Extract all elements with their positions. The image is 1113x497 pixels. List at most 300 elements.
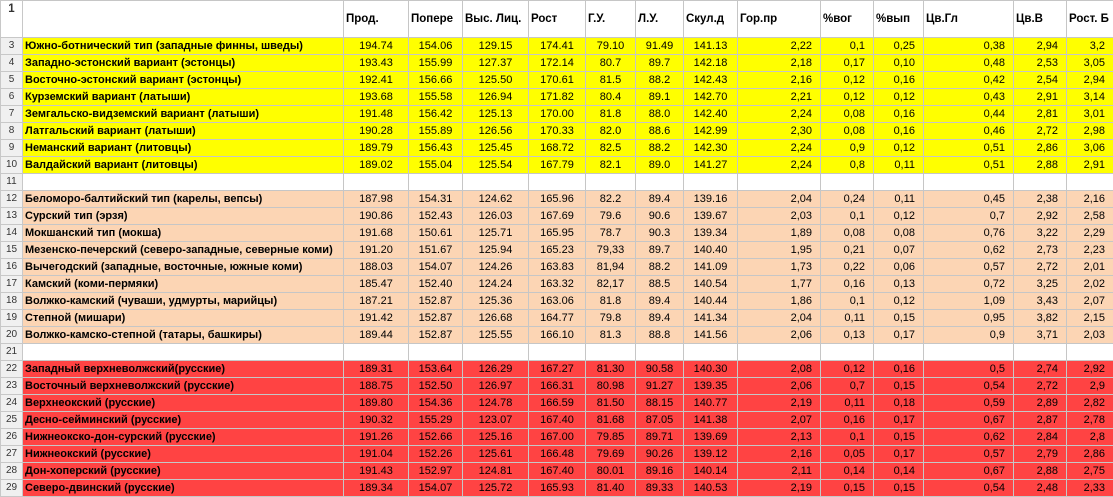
value-cell[interactable]: 81.8 xyxy=(586,106,636,123)
value-cell[interactable]: 1,73 xyxy=(738,259,821,276)
value-cell[interactable]: 3,14 xyxy=(1067,89,1113,106)
value-cell[interactable]: 154.07 xyxy=(409,259,463,276)
value-cell[interactable]: 166.48 xyxy=(529,446,586,463)
value-cell[interactable]: 170.33 xyxy=(529,123,586,140)
value-cell[interactable] xyxy=(924,174,1014,191)
value-cell[interactable]: 163.06 xyxy=(529,293,586,310)
value-cell[interactable]: 3,06 xyxy=(1067,140,1113,157)
value-cell[interactable]: 188.03 xyxy=(344,259,409,276)
value-cell[interactable]: 2,02 xyxy=(1067,276,1113,293)
group-name-cell[interactable]: Западно-эстонский вариант (эстонцы) xyxy=(23,55,344,72)
value-cell[interactable]: 124.24 xyxy=(463,276,529,293)
value-cell[interactable]: 2,86 xyxy=(1067,446,1113,463)
value-cell[interactable]: 2,07 xyxy=(1067,293,1113,310)
row-number[interactable]: 13 xyxy=(1,208,23,225)
value-cell[interactable]: 152.66 xyxy=(409,429,463,446)
value-cell[interactable]: 166.59 xyxy=(529,395,586,412)
value-cell[interactable]: 2,8 xyxy=(1067,429,1113,446)
value-cell[interactable]: 80.98 xyxy=(586,378,636,395)
value-cell[interactable]: 141.13 xyxy=(684,38,738,55)
value-cell[interactable]: 0,57 xyxy=(924,446,1014,463)
value-cell[interactable] xyxy=(684,174,738,191)
value-cell[interactable] xyxy=(529,344,586,361)
value-cell[interactable]: 125.72 xyxy=(463,480,529,497)
value-cell[interactable]: 89.4 xyxy=(636,310,684,327)
value-cell[interactable]: 0,08 xyxy=(821,106,874,123)
group-name-cell[interactable]: Курземский вариант (латыши) xyxy=(23,89,344,106)
row-number[interactable]: 23 xyxy=(1,378,23,395)
value-cell[interactable]: 1,86 xyxy=(738,293,821,310)
value-cell[interactable]: 2,19 xyxy=(738,480,821,497)
group-name-cell[interactable]: Восточно-эстонский вариант (эстонцы) xyxy=(23,72,344,89)
value-cell[interactable]: 89.0 xyxy=(636,157,684,174)
row-number[interactable]: 22 xyxy=(1,361,23,378)
value-cell[interactable]: 155.89 xyxy=(409,123,463,140)
value-cell[interactable]: 0,13 xyxy=(874,276,924,293)
value-cell[interactable]: 0,07 xyxy=(874,242,924,259)
value-cell[interactable]: 191.68 xyxy=(344,225,409,242)
group-name-cell[interactable]: Десно-сейминский (русские) xyxy=(23,412,344,429)
value-cell[interactable]: 87.05 xyxy=(636,412,684,429)
group-name-cell[interactable]: Южно-ботнический тип (западные финны, шведы) xyxy=(23,38,344,55)
value-cell[interactable]: 2,98 xyxy=(1067,123,1113,140)
value-cell[interactable]: 141.38 xyxy=(684,412,738,429)
value-cell[interactable]: 141.34 xyxy=(684,310,738,327)
value-cell[interactable]: 1,89 xyxy=(738,225,821,242)
header-cell[interactable]: Скул.д xyxy=(684,1,738,38)
value-cell[interactable]: 88.8 xyxy=(636,327,684,344)
header-cell[interactable]: Цв.Гл xyxy=(924,1,1014,38)
value-cell[interactable]: 0,22 xyxy=(821,259,874,276)
value-cell[interactable]: 3,71 xyxy=(1014,327,1067,344)
header-cell[interactable]: Прод. xyxy=(344,1,409,38)
value-cell[interactable]: 3,01 xyxy=(1067,106,1113,123)
value-cell[interactable]: 80.7 xyxy=(586,55,636,72)
value-cell[interactable]: 139.35 xyxy=(684,378,738,395)
value-cell[interactable]: 165.95 xyxy=(529,225,586,242)
value-cell[interactable]: 2,33 xyxy=(1067,480,1113,497)
value-cell[interactable]: 0,08 xyxy=(821,225,874,242)
value-cell[interactable]: 2,89 xyxy=(1014,395,1067,412)
value-cell[interactable]: 0,62 xyxy=(924,429,1014,446)
group-name-cell[interactable]: Земгальско-видземский вариант (латыши) xyxy=(23,106,344,123)
value-cell[interactable]: 0,21 xyxy=(821,242,874,259)
value-cell[interactable]: 80.4 xyxy=(586,89,636,106)
value-cell[interactable]: 190.86 xyxy=(344,208,409,225)
value-cell[interactable]: 0,12 xyxy=(821,361,874,378)
value-cell[interactable]: 2,58 xyxy=(1067,208,1113,225)
value-cell[interactable]: 155.58 xyxy=(409,89,463,106)
value-cell[interactable]: 152.87 xyxy=(409,327,463,344)
value-cell[interactable]: 126.03 xyxy=(463,208,529,225)
value-cell[interactable]: 125.50 xyxy=(463,72,529,89)
value-cell[interactable]: 1,77 xyxy=(738,276,821,293)
group-name-cell[interactable]: Беломоро-балтийский тип (карелы, вепсы) xyxy=(23,191,344,208)
value-cell[interactable]: 0,7 xyxy=(821,378,874,395)
value-cell[interactable]: 2,16 xyxy=(738,446,821,463)
value-cell[interactable] xyxy=(738,174,821,191)
value-cell[interactable]: 2,48 xyxy=(1014,480,1067,497)
value-cell[interactable]: 154.07 xyxy=(409,480,463,497)
value-cell[interactable]: 0,12 xyxy=(874,140,924,157)
value-cell[interactable]: 2,04 xyxy=(738,310,821,327)
value-cell[interactable]: 0,16 xyxy=(874,123,924,140)
value-cell[interactable]: 2,88 xyxy=(1014,157,1067,174)
value-cell[interactable]: 89.4 xyxy=(636,293,684,310)
value-cell[interactable] xyxy=(344,174,409,191)
header-cell[interactable]: Цв.В xyxy=(1014,1,1067,38)
header-cell[interactable]: Попере xyxy=(409,1,463,38)
value-cell[interactable]: 0,16 xyxy=(821,276,874,293)
value-cell[interactable]: 2,78 xyxy=(1067,412,1113,429)
value-cell[interactable]: 2,22 xyxy=(738,38,821,55)
value-cell[interactable]: 125.94 xyxy=(463,242,529,259)
value-cell[interactable]: 89.7 xyxy=(636,242,684,259)
value-cell[interactable]: 170.00 xyxy=(529,106,586,123)
value-cell[interactable]: 2,11 xyxy=(738,463,821,480)
value-cell[interactable]: 0,14 xyxy=(874,463,924,480)
value-cell[interactable]: 170.61 xyxy=(529,72,586,89)
value-cell[interactable]: 0,9 xyxy=(924,327,1014,344)
value-cell[interactable]: 89.4 xyxy=(636,191,684,208)
row-number[interactable]: 6 xyxy=(1,89,23,106)
value-cell[interactable]: 126.29 xyxy=(463,361,529,378)
value-cell[interactable]: 140.40 xyxy=(684,242,738,259)
value-cell[interactable]: 79,33 xyxy=(586,242,636,259)
value-cell[interactable]: 81.30 xyxy=(586,361,636,378)
value-cell[interactable]: 0,59 xyxy=(924,395,1014,412)
row-number[interactable]: 27 xyxy=(1,446,23,463)
value-cell[interactable]: 1,95 xyxy=(738,242,821,259)
value-cell[interactable]: 191.48 xyxy=(344,106,409,123)
value-cell[interactable]: 2,92 xyxy=(1067,361,1113,378)
group-name-cell[interactable]: Восточный верхневолжский (русские) xyxy=(23,378,344,395)
value-cell[interactable]: 165.93 xyxy=(529,480,586,497)
value-cell[interactable]: 152.87 xyxy=(409,293,463,310)
value-cell[interactable]: 139.34 xyxy=(684,225,738,242)
value-cell[interactable]: 0,67 xyxy=(924,412,1014,429)
value-cell[interactable]: 125.16 xyxy=(463,429,529,446)
value-cell[interactable]: 0,25 xyxy=(874,38,924,55)
value-cell[interactable]: 0,42 xyxy=(924,72,1014,89)
value-cell[interactable]: 2,30 xyxy=(738,123,821,140)
value-cell[interactable]: 3,05 xyxy=(1067,55,1113,72)
value-cell[interactable]: 79.10 xyxy=(586,38,636,55)
value-cell[interactable]: 0,1 xyxy=(821,429,874,446)
value-cell[interactable]: 2,72 xyxy=(1014,378,1067,395)
value-cell[interactable]: 0,11 xyxy=(821,395,874,412)
row-number[interactable]: 10 xyxy=(1,157,23,174)
value-cell[interactable]: 0,12 xyxy=(874,208,924,225)
group-name-cell[interactable]: Мокшанский тип (мокша) xyxy=(23,225,344,242)
group-name-cell[interactable]: Валдайский вариант (литовцы) xyxy=(23,157,344,174)
value-cell[interactable]: 152.40 xyxy=(409,276,463,293)
row-number[interactable]: 18 xyxy=(1,293,23,310)
value-cell[interactable]: 142.43 xyxy=(684,72,738,89)
row-number[interactable]: 21 xyxy=(1,344,23,361)
value-cell[interactable]: 152.87 xyxy=(409,310,463,327)
value-cell[interactable]: 88.2 xyxy=(636,72,684,89)
value-cell[interactable]: 2,82 xyxy=(1067,395,1113,412)
value-cell[interactable]: 2,06 xyxy=(738,378,821,395)
value-cell[interactable]: 2,19 xyxy=(738,395,821,412)
value-cell[interactable]: 80.01 xyxy=(586,463,636,480)
value-cell[interactable]: 89.16 xyxy=(636,463,684,480)
value-cell[interactable]: 142.70 xyxy=(684,89,738,106)
group-name-cell[interactable]: Вычегодский (западные, восточные, южные коми) xyxy=(23,259,344,276)
value-cell[interactable]: 0,1 xyxy=(821,208,874,225)
value-cell[interactable]: 2,23 xyxy=(1067,242,1113,259)
value-cell[interactable]: 81.68 xyxy=(586,412,636,429)
value-cell[interactable] xyxy=(684,344,738,361)
value-cell[interactable]: 0,06 xyxy=(874,259,924,276)
value-cell[interactable]: 0,38 xyxy=(924,38,1014,55)
group-name-cell[interactable]: Мезенско-печерский (северо-западные, северные коми) xyxy=(23,242,344,259)
value-cell[interactable]: 0,57 xyxy=(924,259,1014,276)
value-cell[interactable]: 152.97 xyxy=(409,463,463,480)
value-cell[interactable]: 139.16 xyxy=(684,191,738,208)
value-cell[interactable]: 167.40 xyxy=(529,412,586,429)
value-cell[interactable]: 154.06 xyxy=(409,38,463,55)
value-cell[interactable]: 166.31 xyxy=(529,378,586,395)
value-cell[interactable]: 2,84 xyxy=(1014,429,1067,446)
value-cell[interactable]: 156.43 xyxy=(409,140,463,157)
value-cell[interactable]: 165.23 xyxy=(529,242,586,259)
value-cell[interactable]: 124.78 xyxy=(463,395,529,412)
value-cell[interactable]: 0,1 xyxy=(821,38,874,55)
value-cell[interactable]: 0,12 xyxy=(874,293,924,310)
row-number[interactable]: 11 xyxy=(1,174,23,191)
group-name-cell[interactable]: Камский (коми-пермяки) xyxy=(23,276,344,293)
value-cell[interactable]: 190.28 xyxy=(344,123,409,140)
value-cell[interactable] xyxy=(1067,344,1113,361)
value-cell[interactable]: 140.77 xyxy=(684,395,738,412)
value-cell[interactable]: 0,54 xyxy=(924,480,1014,497)
row-number[interactable]: 14 xyxy=(1,225,23,242)
value-cell[interactable]: 125.45 xyxy=(463,140,529,157)
value-cell[interactable]: 82,17 xyxy=(586,276,636,293)
row-number[interactable]: 1 xyxy=(1,1,23,38)
value-cell[interactable]: 0,62 xyxy=(924,242,1014,259)
value-cell[interactable]: 3,82 xyxy=(1014,310,1067,327)
value-cell[interactable] xyxy=(463,344,529,361)
value-cell[interactable]: 0,48 xyxy=(924,55,1014,72)
header-cell[interactable]: Л.У. xyxy=(636,1,684,38)
value-cell[interactable]: 124.26 xyxy=(463,259,529,276)
value-cell[interactable]: 139.12 xyxy=(684,446,738,463)
value-cell[interactable]: 81,94 xyxy=(586,259,636,276)
value-cell[interactable]: 2,94 xyxy=(1067,72,1113,89)
value-cell[interactable]: 0,1 xyxy=(821,293,874,310)
value-cell[interactable] xyxy=(409,174,463,191)
value-cell[interactable]: 152.50 xyxy=(409,378,463,395)
value-cell[interactable]: 0,46 xyxy=(924,123,1014,140)
value-cell[interactable]: 0,72 xyxy=(924,276,1014,293)
header-cell[interactable]: Рост xyxy=(529,1,586,38)
value-cell[interactable]: 91.27 xyxy=(636,378,684,395)
value-cell[interactable]: 126.68 xyxy=(463,310,529,327)
row-number[interactable]: 24 xyxy=(1,395,23,412)
value-cell[interactable]: 0,15 xyxy=(874,378,924,395)
value-cell[interactable]: 125.13 xyxy=(463,106,529,123)
value-cell[interactable]: 191.42 xyxy=(344,310,409,327)
value-cell[interactable]: 0,12 xyxy=(821,72,874,89)
row-number[interactable]: 26 xyxy=(1,429,23,446)
value-cell[interactable] xyxy=(586,344,636,361)
value-cell[interactable]: 0,15 xyxy=(874,429,924,446)
value-cell[interactable]: 88.0 xyxy=(636,106,684,123)
group-name-cell[interactable]: Верхнеокский (русские) xyxy=(23,395,344,412)
row-number[interactable]: 9 xyxy=(1,140,23,157)
value-cell[interactable] xyxy=(529,174,586,191)
value-cell[interactable]: 0,17 xyxy=(874,412,924,429)
value-cell[interactable]: 156.66 xyxy=(409,72,463,89)
value-cell[interactable]: 0,7 xyxy=(924,208,1014,225)
header-cell[interactable] xyxy=(23,1,344,38)
value-cell[interactable]: 150.61 xyxy=(409,225,463,242)
value-cell[interactable]: 0,16 xyxy=(874,72,924,89)
group-name-cell[interactable]: Латгальский вариант (латыши) xyxy=(23,123,344,140)
header-cell[interactable]: Гор.пр xyxy=(738,1,821,38)
value-cell[interactable]: 90.26 xyxy=(636,446,684,463)
value-cell[interactable]: 155.04 xyxy=(409,157,463,174)
value-cell[interactable]: 91.49 xyxy=(636,38,684,55)
value-cell[interactable]: 140.54 xyxy=(684,276,738,293)
value-cell[interactable]: 163.32 xyxy=(529,276,586,293)
value-cell[interactable]: 2,16 xyxy=(738,72,821,89)
value-cell[interactable] xyxy=(821,174,874,191)
value-cell[interactable] xyxy=(738,344,821,361)
value-cell[interactable] xyxy=(463,174,529,191)
value-cell[interactable]: 142.40 xyxy=(684,106,738,123)
value-cell[interactable] xyxy=(409,344,463,361)
value-cell[interactable]: 187.98 xyxy=(344,191,409,208)
value-cell[interactable]: 0,14 xyxy=(821,463,874,480)
value-cell[interactable]: 125.71 xyxy=(463,225,529,242)
value-cell[interactable]: 141.27 xyxy=(684,157,738,174)
value-cell[interactable]: 82.1 xyxy=(586,157,636,174)
row-number[interactable]: 3 xyxy=(1,38,23,55)
value-cell[interactable]: 142.30 xyxy=(684,140,738,157)
value-cell[interactable]: 189.80 xyxy=(344,395,409,412)
value-cell[interactable]: 0,05 xyxy=(821,446,874,463)
value-cell[interactable]: 125.54 xyxy=(463,157,529,174)
row-number[interactable]: 25 xyxy=(1,412,23,429)
value-cell[interactable]: 0,17 xyxy=(874,446,924,463)
value-cell[interactable]: 2,18 xyxy=(738,55,821,72)
value-cell[interactable]: 0,08 xyxy=(821,123,874,140)
value-cell[interactable] xyxy=(1014,344,1067,361)
value-cell[interactable]: 2,04 xyxy=(738,191,821,208)
value-cell[interactable]: 0,11 xyxy=(874,191,924,208)
value-cell[interactable]: 90.3 xyxy=(636,225,684,242)
header-cell[interactable]: %вып xyxy=(874,1,924,38)
value-cell[interactable]: 2,06 xyxy=(738,327,821,344)
value-cell[interactable]: 163.83 xyxy=(529,259,586,276)
group-name-cell[interactable]: Дон-хоперский (русские) xyxy=(23,463,344,480)
value-cell[interactable]: 88.5 xyxy=(636,276,684,293)
value-cell[interactable] xyxy=(586,174,636,191)
value-cell[interactable]: 139.67 xyxy=(684,208,738,225)
row-number[interactable]: 12 xyxy=(1,191,23,208)
value-cell[interactable]: 2,9 xyxy=(1067,378,1113,395)
value-cell[interactable]: 167.69 xyxy=(529,208,586,225)
value-cell[interactable]: 0,11 xyxy=(874,157,924,174)
value-cell[interactable]: 140.44 xyxy=(684,293,738,310)
value-cell[interactable]: 126.94 xyxy=(463,89,529,106)
value-cell[interactable]: 191.43 xyxy=(344,463,409,480)
value-cell[interactable]: 90.58 xyxy=(636,361,684,378)
header-cell[interactable]: Выс. Лиц. xyxy=(463,1,529,38)
value-cell[interactable]: 81.8 xyxy=(586,293,636,310)
value-cell[interactable]: 2,21 xyxy=(738,89,821,106)
group-name-cell[interactable]: Западный верхневолжский(русские) xyxy=(23,361,344,378)
row-number[interactable]: 4 xyxy=(1,55,23,72)
value-cell[interactable]: 2,08 xyxy=(738,361,821,378)
value-cell[interactable]: 89.71 xyxy=(636,429,684,446)
value-cell[interactable]: 89.33 xyxy=(636,480,684,497)
value-cell[interactable]: 2,79 xyxy=(1014,446,1067,463)
value-cell[interactable]: 141.09 xyxy=(684,259,738,276)
value-cell[interactable]: 187.21 xyxy=(344,293,409,310)
value-cell[interactable] xyxy=(874,174,924,191)
value-cell[interactable]: 167.40 xyxy=(529,463,586,480)
value-cell[interactable]: 124.81 xyxy=(463,463,529,480)
value-cell[interactable]: 0,17 xyxy=(821,55,874,72)
value-cell[interactable]: 2,87 xyxy=(1014,412,1067,429)
value-cell[interactable]: 0,17 xyxy=(874,327,924,344)
value-cell[interactable]: 193.43 xyxy=(344,55,409,72)
value-cell[interactable]: 155.29 xyxy=(409,412,463,429)
value-cell[interactable]: 82.0 xyxy=(586,123,636,140)
group-name-cell[interactable]: Нижнеокско-дон-сурский (русские) xyxy=(23,429,344,446)
value-cell[interactable]: 0,51 xyxy=(924,140,1014,157)
value-cell[interactable] xyxy=(344,344,409,361)
value-cell[interactable]: 88.2 xyxy=(636,140,684,157)
value-cell[interactable]: 139.69 xyxy=(684,429,738,446)
row-number[interactable]: 17 xyxy=(1,276,23,293)
value-cell[interactable]: 0,10 xyxy=(874,55,924,72)
value-cell[interactable]: 154.31 xyxy=(409,191,463,208)
value-cell[interactable]: 1,09 xyxy=(924,293,1014,310)
row-number[interactable]: 29 xyxy=(1,480,23,497)
value-cell[interactable]: 127.37 xyxy=(463,55,529,72)
value-cell[interactable] xyxy=(1014,174,1067,191)
value-cell[interactable]: 0,08 xyxy=(874,225,924,242)
value-cell[interactable]: 2,91 xyxy=(1067,157,1113,174)
value-cell[interactable]: 142.18 xyxy=(684,55,738,72)
value-cell[interactable]: 152.26 xyxy=(409,446,463,463)
value-cell[interactable]: 2,91 xyxy=(1014,89,1067,106)
value-cell[interactable]: 2,72 xyxy=(1014,123,1067,140)
value-cell[interactable]: 0,45 xyxy=(924,191,1014,208)
value-cell[interactable]: 194.74 xyxy=(344,38,409,55)
value-cell[interactable] xyxy=(1067,174,1113,191)
value-cell[interactable]: 129.15 xyxy=(463,38,529,55)
value-cell[interactable]: 165.96 xyxy=(529,191,586,208)
value-cell[interactable] xyxy=(924,344,1014,361)
value-cell[interactable]: 2,03 xyxy=(738,208,821,225)
value-cell[interactable]: 0,76 xyxy=(924,225,1014,242)
value-cell[interactable]: 2,74 xyxy=(1014,361,1067,378)
value-cell[interactable]: 2,53 xyxy=(1014,55,1067,72)
value-cell[interactable]: 189.44 xyxy=(344,327,409,344)
value-cell[interactable]: 192.41 xyxy=(344,72,409,89)
group-name-cell[interactable]: Неманский вариант (литовцы) xyxy=(23,140,344,157)
value-cell[interactable]: 89.1 xyxy=(636,89,684,106)
value-cell[interactable]: 174.41 xyxy=(529,38,586,55)
value-cell[interactable]: 189.34 xyxy=(344,480,409,497)
